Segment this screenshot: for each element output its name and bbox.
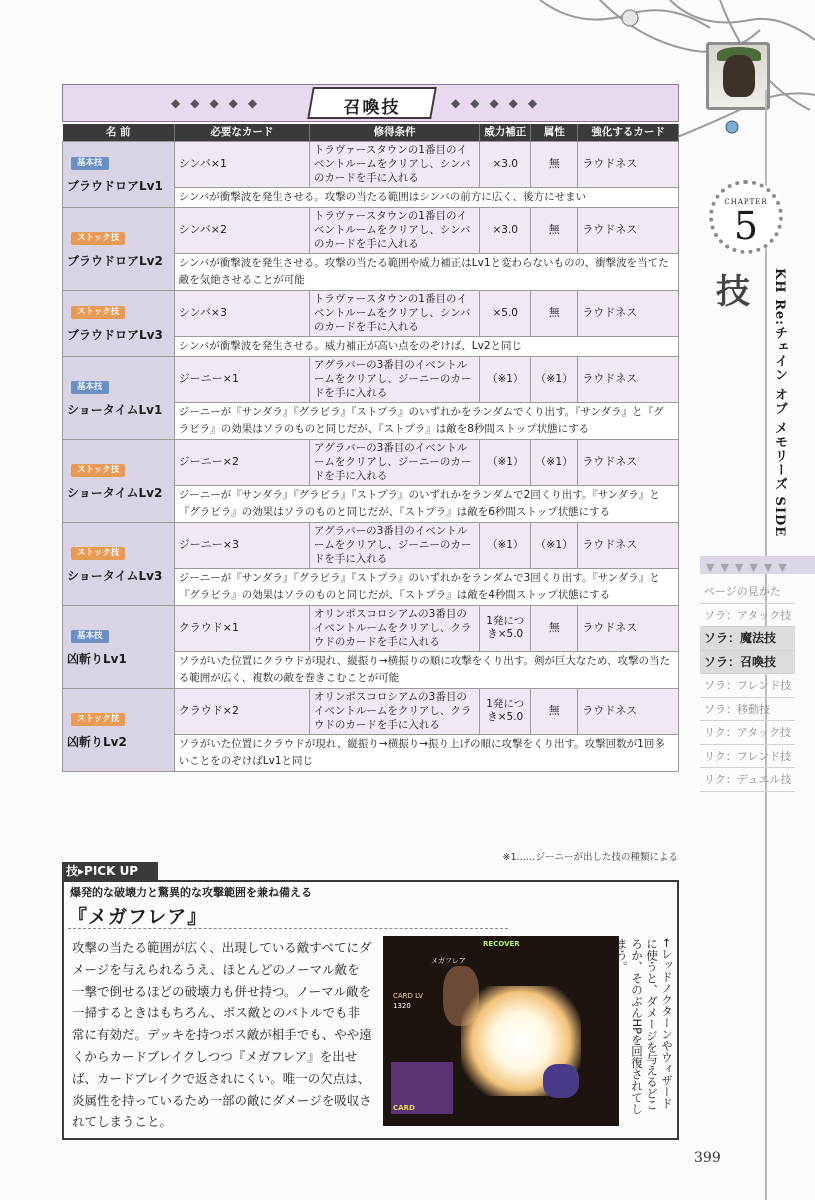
skill-name-cell bbox=[63, 688, 175, 771]
skill-name-cell bbox=[63, 356, 175, 439]
table-row bbox=[63, 141, 679, 187]
diamond-icon: ◆◆◆◆◆ bbox=[171, 96, 268, 110]
skill-type-badge: ストック技 bbox=[71, 464, 125, 477]
skill-name: ブラウドロアLv2 bbox=[67, 253, 163, 268]
attribute: （※1） bbox=[531, 356, 578, 402]
chapter-label: CHAPTER bbox=[724, 198, 768, 206]
acquire-condition: トラヴァースタウンの1番目のイベントルームをクリアし、シンバのカードを手に入れる bbox=[309, 290, 479, 336]
sidebar-nav bbox=[700, 580, 795, 792]
enhance-card: ラウドネス bbox=[578, 688, 679, 734]
required-card: ジーニー×2 bbox=[174, 439, 309, 485]
skill-description: ジーニーが『サンダラ』『グラビラ』『ストプラ』のいずれかをランダムで2回くり出す。『サンダラ』と『グラビラ』の効果はソラのものと同じだが、『ストプラ』は敵を6秒間ストップ状態にする bbox=[174, 485, 678, 522]
acquire-condition: アグラバーの3番目のイベントルームをクリアし、ジーニーのカードを手に入れる bbox=[309, 356, 479, 402]
skill-description: ジーニーが『サンダラ』『グラビラ』『ストプラ』のいずれかをランダムで3回くり出す。『サンダラ』と『グラビラ』の効果はソラのものと同じだが、『ストプラ』は敵を4秒間ストップ状態にする bbox=[174, 568, 678, 605]
sidebar-nav-item[interactable]: ソラ：魔法技 bbox=[700, 627, 795, 651]
pickup-subtitle: 爆発的な破壊力と驚異的な攻撃範囲を兼ね備える bbox=[70, 886, 312, 899]
power-multiplier: ×3.0 bbox=[480, 207, 531, 253]
col-power: 威力補正 bbox=[480, 124, 531, 141]
skill-description: ソラがいた位置にクラウドが現れ、縦振り→横振りの順に攻撃をくり出す。剣が巨大なため、攻撃の当たる範囲が広く、複数の敵を巻きこむことが可能 bbox=[174, 651, 678, 688]
table-row bbox=[63, 439, 679, 485]
book-title: KH Re:チェイン オブ メモリーズ SIDE bbox=[772, 268, 787, 538]
hp-label: CARD LV bbox=[393, 992, 424, 1000]
skill-type-badge: ストック技 bbox=[71, 547, 125, 560]
section-header bbox=[62, 84, 679, 122]
required-card: ジーニー×1 bbox=[174, 356, 309, 402]
enhance-card: ラウドネス bbox=[578, 522, 679, 568]
sidebar-nav-item[interactable]: ソラ：フレンド技 bbox=[700, 674, 795, 698]
skill-name: 凶斬りLv2 bbox=[67, 734, 127, 749]
col-card: 必要なカード bbox=[174, 124, 309, 141]
pickup-title: 『メガフレア』 bbox=[68, 906, 208, 928]
section-kanji: 技 bbox=[716, 272, 750, 312]
required-card: ジーニー×3 bbox=[174, 522, 309, 568]
skill-name: ショータイムLv3 bbox=[67, 568, 163, 583]
sidebar-nav-item[interactable]: リク：デュエル技 bbox=[700, 768, 795, 792]
table-header bbox=[63, 124, 679, 141]
divider bbox=[68, 928, 508, 929]
required-card: シンバ×1 bbox=[174, 141, 309, 187]
sidebar-nav-item[interactable]: ソラ：召喚技 bbox=[700, 651, 795, 675]
power-multiplier: ×3.0 bbox=[480, 141, 531, 187]
enhance-card: ラウドネス bbox=[578, 141, 679, 187]
acquire-condition: アグラバーの3番目のイベントルームをクリアし、ジーニーのカードを手に入れる bbox=[309, 439, 479, 485]
skill-name-cell bbox=[63, 290, 175, 356]
skill-type-badge: 基本技 bbox=[71, 157, 109, 170]
sidebar-nav-item[interactable]: リク：フレンド技 bbox=[700, 745, 795, 769]
skills-table bbox=[62, 124, 679, 772]
hp-value: 1320 bbox=[393, 1002, 411, 1010]
required-card: シンバ×3 bbox=[174, 290, 309, 336]
character-portrait bbox=[706, 42, 770, 110]
sidebar-nav-item[interactable]: ソラ：移動技 bbox=[700, 698, 795, 722]
power-multiplier: 1発につき×5.0 bbox=[480, 605, 531, 651]
power-multiplier: 1発につき×5.0 bbox=[480, 688, 531, 734]
skill-name: ブラウドロアLv3 bbox=[67, 328, 163, 342]
col-name: 名 前 bbox=[63, 124, 175, 141]
enhance-card: ラウドネス bbox=[578, 605, 679, 651]
col-enhance: 強化するカード bbox=[578, 124, 679, 141]
skill-name-cell bbox=[63, 141, 175, 207]
skill-description: シンバが衝撃波を発生させる。威力補正が高い点をのぞけば、Lv2と同じ bbox=[174, 336, 678, 356]
attribute: （※1） bbox=[531, 522, 578, 568]
table-row bbox=[63, 688, 679, 734]
enhance-card: ラウドネス bbox=[578, 439, 679, 485]
power-multiplier: （※1） bbox=[480, 522, 531, 568]
chapter-number: 5 bbox=[733, 204, 759, 248]
triangle-icon: ▼▼▼▼▼▼ bbox=[706, 561, 793, 574]
skill-description: シンバが衝撃波を発生させる。攻撃の当たる範囲はシンバの前方に広く、後方にせまい bbox=[174, 187, 678, 207]
col-condition: 修得条件 bbox=[309, 124, 479, 141]
attribute: （※1） bbox=[531, 439, 578, 485]
table-row bbox=[63, 356, 679, 402]
skill-name-cell bbox=[63, 439, 175, 522]
skill-name-cell bbox=[63, 207, 175, 290]
skill-description: ソラがいた位置にクラウドが現れ、縦振り→横振り→振り上げの順に攻撃をくり出す。攻撃回数が1回多いことをのぞけばLv1と同じ bbox=[174, 734, 678, 771]
skill-description: ジーニーが『サンダラ』『グラビラ』『ストプラ』のいずれかをランダムでくり出す。『サンダラ』と『グラビラ』の効果はソラのものと同じだが、『ストプラ』は敵を8秒間ストップ状態にする bbox=[174, 402, 678, 439]
card-label: CARD bbox=[393, 1104, 415, 1112]
skill-name-cell bbox=[63, 605, 175, 688]
power-multiplier: （※1） bbox=[480, 439, 531, 485]
section-title: 召喚技 bbox=[343, 98, 401, 118]
sidebar-nav-item[interactable]: ページの見かた bbox=[700, 580, 795, 604]
nav-deco-strip bbox=[700, 556, 815, 574]
power-multiplier: （※1） bbox=[480, 356, 531, 402]
sidebar-nav-item[interactable]: リク：アタック技 bbox=[700, 721, 795, 745]
table-row bbox=[63, 522, 679, 568]
acquire-condition: トラヴァースタウンの1番目のイベントルームをクリアし、シンバのカードを手に入れる bbox=[309, 141, 479, 187]
recover-label: RECOVER bbox=[483, 940, 520, 948]
skill-type-badge: 基本技 bbox=[71, 630, 109, 643]
skill-name: ショータイムLv1 bbox=[67, 402, 163, 417]
skill-name-cell bbox=[63, 522, 175, 605]
attribute: 無 bbox=[531, 141, 578, 187]
attribute: 無 bbox=[531, 688, 578, 734]
enhance-card: ラウドネス bbox=[578, 356, 679, 402]
acquire-condition: オリンポスコロシアムの3番目のイベントルームをクリアし、クラウドのカードを手に入れる bbox=[309, 605, 479, 651]
table-row bbox=[63, 290, 679, 336]
pickup-body: 攻撃の当たる範囲が広く、出現している敵すべてにダメージを与えられるうえ、ほとんどのノーマル敵を一撃で倒せるほどの破壊力も併せ持つ。ノーマル敵を一掃するときはもちろん、ボス敵とのバトルでも非常に有効だ。デッキを持つボス敵が相手でも、やや遠くからカードブレイクしつつ『メガフレア』を出せば、カードブレイクで返されにくい。唯一の欠点は、炎属性を持っているため一部の敵にダメージを吸収されてしまうこと。 bbox=[72, 940, 372, 1130]
acquire-condition: トラヴァースタウンの1番目のイベントルームをクリアし、シンバのカードを手に入れる bbox=[309, 207, 479, 253]
skill-description: シンバが衝撃波を発生させる。攻撃の当たる範囲や威力補正はLv1と変わらないものの、衝撃波を当てた敵を気絶させることが可能 bbox=[174, 253, 678, 290]
table-row bbox=[63, 207, 679, 253]
skill-type-badge: 基本技 bbox=[71, 381, 109, 394]
game-screenshot bbox=[383, 936, 619, 1126]
attribute: 無 bbox=[531, 207, 578, 253]
attribute: 無 bbox=[531, 605, 578, 651]
table-row bbox=[63, 605, 679, 651]
skill-type-badge: ストック技 bbox=[71, 232, 125, 245]
enemy-figure bbox=[543, 1064, 579, 1098]
chapter-badge bbox=[709, 180, 783, 254]
sidebar-nav-item[interactable]: ソラ：アタック技 bbox=[700, 604, 795, 628]
acquire-condition: オリンポスコロシアムの3番目のイベントルームをクリアし、クラウドのカードを手に入れる bbox=[309, 688, 479, 734]
required-card: クラウド×1 bbox=[174, 605, 309, 651]
skill-label: メガフレア bbox=[431, 957, 466, 965]
screenshot-caption: ←レッドノクターンやウィザードに使うと、ダメージを与えるどころか、そのぶんHPを回復されてしまう。 bbox=[615, 938, 674, 1115]
required-card: シンバ×2 bbox=[174, 207, 309, 253]
power-multiplier: ×5.0 bbox=[480, 290, 531, 336]
attribute: 無 bbox=[531, 290, 578, 336]
skill-name: 凶斬りLv1 bbox=[67, 651, 127, 666]
acquire-condition: アグラバーの3番目のイベントルームをクリアし、ジーニーのカードを手に入れる bbox=[309, 522, 479, 568]
enhance-card: ラウドネス bbox=[578, 290, 679, 336]
skill-name: ブラウドロアLv1 bbox=[67, 179, 163, 193]
skill-name: ショータイムLv2 bbox=[67, 485, 163, 500]
col-attribute: 属性 bbox=[531, 124, 578, 141]
skill-type-badge: ストック技 bbox=[71, 713, 125, 726]
diamond-icon: ◆◆◆◆◆ bbox=[451, 96, 548, 110]
enhance-card: ラウドネス bbox=[578, 207, 679, 253]
page-number: 399 bbox=[694, 1150, 721, 1166]
footnote: ※1……ジーニーが出した技の種類による bbox=[502, 852, 678, 863]
required-card: クラウド×2 bbox=[174, 688, 309, 734]
skill-type-badge: ストック技 bbox=[71, 306, 125, 319]
pickup-tag: 技▸PICK UP bbox=[62, 862, 158, 880]
